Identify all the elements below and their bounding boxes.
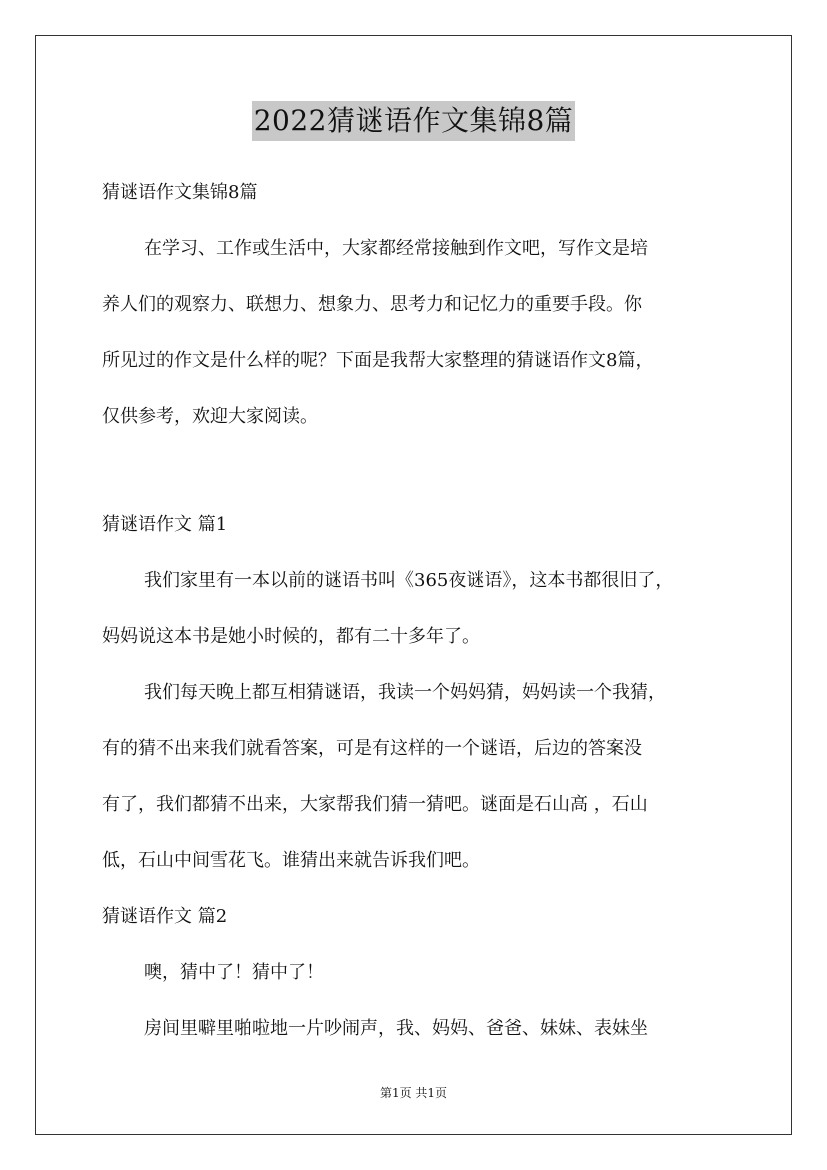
- text-line: 所见过的作文是什么样的呢？下面是我帮大家整理的猜谜语作文8篇，: [102, 350, 654, 371]
- text-line: 有的猜不出来我们就看答案，可是有这样的一个谜语，后边的答案没: [102, 738, 642, 759]
- text-line: 妈妈说这本书是她小时候的，都有二十多年了。: [102, 626, 480, 647]
- page-footer: [0, 1084, 827, 1101]
- paragraph-gap: [102, 445, 730, 497]
- section-heading-1: 猜谜语作文 篇1: [102, 514, 228, 535]
- text-line: 我们每天晚上都互相猜谜语，我读一个妈妈猜，妈妈读一个我猜，: [144, 682, 666, 703]
- intro-paragraph: [102, 221, 730, 445]
- section1-paragraph-2: [102, 665, 730, 889]
- text-line: 有了，我们都猜不出来，大家帮我们猜一猜吧。谜面是石山高 ，石山: [102, 794, 648, 815]
- text-line: 噢，猜中了！猜中了！: [144, 962, 324, 983]
- page-number: 第1页 共1页: [379, 1086, 448, 1100]
- text-line: 在学习、工作或生活中，大家都经常接触到作文吧，写作文是培: [144, 238, 648, 259]
- text-line: 房间里噼里啪啦地一片吵闹声，我、妈妈、爸爸、妹妹、表妹坐: [144, 1018, 648, 1039]
- text-line: 我们家里有一本以前的谜语书叫《365夜谜语》，这本书都很旧了，: [144, 570, 674, 591]
- section-heading-2: 猜谜语作文 篇2: [102, 906, 228, 927]
- text-line: 低，石山中间雪花飞。谁猜出来就告诉我们吧。: [102, 850, 480, 871]
- title-container: [0, 101, 827, 141]
- section2-paragraph-1: [102, 945, 730, 1001]
- text-line: 仅供参考，欢迎大家阅读。: [102, 406, 318, 427]
- section2-paragraph-2: [102, 1001, 730, 1057]
- section1-paragraph-1: [102, 553, 730, 665]
- document-body: [102, 165, 730, 1057]
- text-line: 养人们的观察力、联想力、想象力、思考力和记忆力的重要手段。你: [102, 294, 642, 315]
- document-subtitle: 猜谜语作文集锦8篇: [102, 182, 258, 203]
- document-title: 2022猜谜语作文集锦8篇: [252, 101, 576, 141]
